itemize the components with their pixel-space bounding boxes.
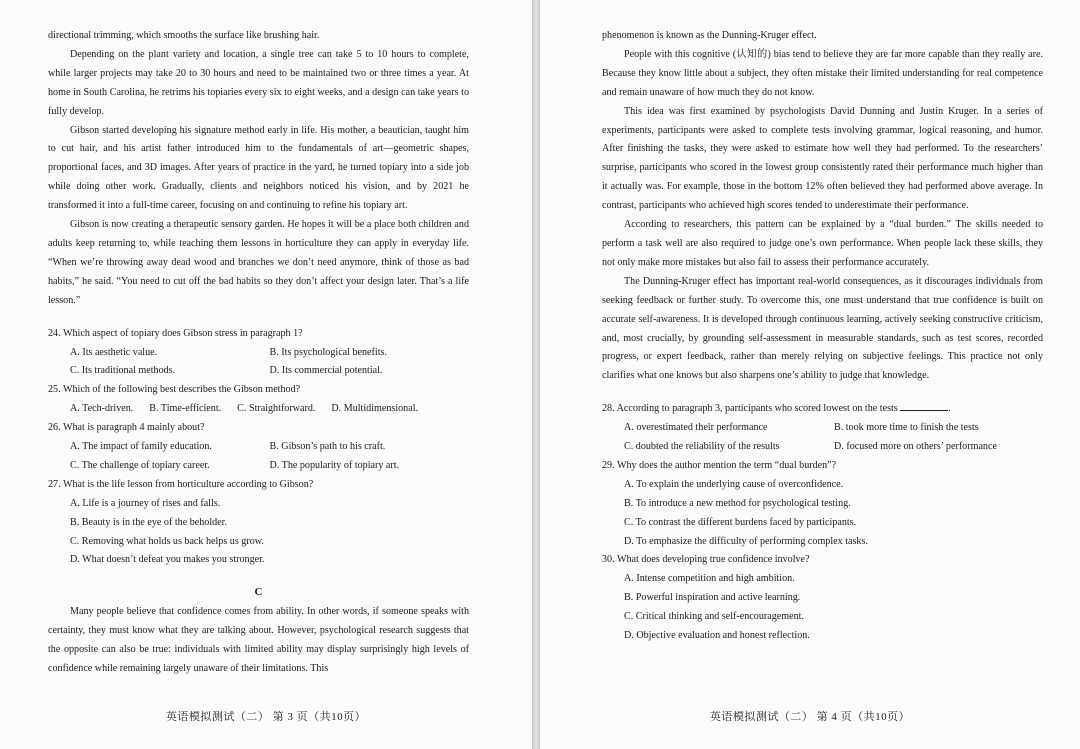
- passage-paragraph: phenomenon is known as the Dunning-Kruger effect.: [602, 30, 817, 41]
- question-28: 28. According to paragraph 3, participants who scored lowest on the tests .: [602, 403, 951, 415]
- right-column: [602, 27, 1043, 646]
- answer-blank[interactable]: [900, 401, 948, 411]
- option-d[interactable]: D. Multidimensional.: [331, 403, 419, 415]
- passage-paragraph: People with this cognitive (认知的) bias tend to believe they are far more capable than they really are. Because they know little about a subject, they often mistake their limited understanding for real competence and remain unaware of how much they do not know.: [602, 48, 1043, 98]
- question-28-stem: 28. According to paragraph 3, participants who scored lowest on the tests: [602, 403, 898, 415]
- options-24: [70, 344, 469, 363]
- passage-paragraph: Gibson is now creating a therapeutic sensory garden. He hopes it will be a place both children and adults keep returning to, while teaching them lessons in horticulture they can apply in everyday life. “When we’re throwing away dead wood and branches we don’t need anymore, think of those as bad habits,” he said. “You need to cut off the bad habits so they don’t affect your design later. That’s a life lesson.”: [48, 219, 469, 306]
- options-28: [624, 438, 1043, 457]
- passage-paragraph: Gibson started developing his signature method early in life. His mother, a beautician, taught him to cut hair, and his artist father introduced him to the fundamentals of art—geometric shapes, proportional faces, and 3D images. After years of practice in the yard, he turned topiary into a side job while doing other work. Gradually, clients and neighbors noticed his vision, and by 2021 he transformed it into a full-time career, focusing on and continuing to refine his topiary art.: [48, 124, 469, 212]
- exam-page-4: [540, 0, 1080, 749]
- option-c[interactable]: C. Its traditional methods.: [70, 365, 176, 377]
- question-26: 26. What is paragraph 4 mainly about?: [48, 422, 205, 434]
- options-26: [70, 457, 469, 476]
- option-a[interactable]: A. To explain the underlying cause of overconfidence.: [624, 478, 844, 490]
- option-b[interactable]: B. took more time to finish the tests: [834, 422, 979, 434]
- option-c[interactable]: C. doubted the reliability of the results: [624, 441, 780, 453]
- question-25: 25. Which of the following best describes the Gibson method?: [48, 384, 301, 396]
- question-27: 27. What is the life lesson from horticulture according to Gibson?: [48, 478, 314, 490]
- options-26: [70, 438, 469, 457]
- options-24: [70, 362, 469, 381]
- option-d[interactable]: D. What doesn’t defeat you makes you stronger.: [70, 554, 265, 566]
- options-25: [70, 400, 469, 419]
- option-a[interactable]: A. Tech-driven.: [70, 403, 134, 415]
- option-b[interactable]: B. Gibson’s path to his craft.: [269, 441, 386, 453]
- passage-paragraph: The Dunning-Kruger effect has important real-world consequences, as it discourages individuals from seeking feedback or further study. To overcome this, one must understand that true confidence is built on accurate self-awareness. It is developed through continuous learning, actively seeking constructive criticism, and, most crucially, by grounding self-assessment in measurable standards, such as test scores, recorded progress, or expert feedback, rather than merely relying on subjective feelings. This practice not only clarifies what one knows but also sharpens one’s ability to judge that knowledge.: [602, 275, 1043, 382]
- option-d[interactable]: D. Objective evaluation and honest reflection.: [624, 630, 810, 642]
- page-footer: 英语模拟测试（二） 第 4 页（共10页）: [709, 711, 911, 723]
- option-b[interactable]: B. Beauty is in the eye of the beholder.: [70, 516, 227, 528]
- option-a[interactable]: A. Intense competition and high ambition.: [624, 573, 795, 585]
- question-24: 24. Which aspect of topiary does Gibson stress in paragraph 1?: [48, 327, 303, 339]
- option-c[interactable]: C. Removing what holds us back helps us grow.: [70, 535, 264, 547]
- option-a[interactable]: A. The impact of family education.: [70, 441, 212, 453]
- option-b[interactable]: B. To introduce a new method for psychological testing.: [624, 497, 851, 509]
- option-d[interactable]: D. To emphasize the difficulty of performing complex tasks.: [624, 535, 868, 547]
- option-c[interactable]: C. To contrast the different burdens faced by participants.: [624, 516, 857, 528]
- options-28: [624, 419, 1043, 438]
- option-d[interactable]: D. Its commercial potential.: [269, 365, 383, 377]
- option-c[interactable]: C. Straightforward.: [237, 403, 316, 415]
- section-title: C: [254, 586, 263, 599]
- option-c[interactable]: C. The challenge of topiary career.: [70, 459, 210, 471]
- question-30: 30. What does developing true confidence involve?: [602, 554, 810, 566]
- question-29: 29. Why does the author mention the term “dual burden”?: [602, 459, 837, 471]
- option-a[interactable]: A. Life is a journey of rises and falls.: [70, 497, 221, 509]
- option-b[interactable]: B. Its psychological benefits.: [269, 346, 387, 358]
- option-d[interactable]: D. focused more on others’ performance: [834, 441, 997, 453]
- option-d[interactable]: D. The popularity of topiary art.: [269, 459, 400, 471]
- passage-paragraph: directional trimming, which smooths the surface like brushing hair.: [48, 30, 320, 41]
- option-a[interactable]: A. Its aesthetic value.: [70, 346, 158, 358]
- passage-paragraph: This idea was first examined by psychologists David Dunning and Justin Kruger. In a series of experiments, participants were asked to complete tests involving grammar, logical reasoning, and humor. After finishing the tasks, they were asked to estimate how well they had performed. To the researchers’ surprise, participants who scored in the lowest group consistently rated their performance much higher than it actually was. For example, those in the bottom 12% often believed they had performed above average. In contrast, participants who achieved high scores tended to underestimate their performance.: [602, 105, 1043, 212]
- page-gutter: [532, 0, 540, 749]
- page-footer: 英语模拟测试（二） 第 3 页（共10页）: [165, 711, 367, 723]
- option-a[interactable]: A. overestimated their performance: [624, 422, 768, 434]
- passage-paragraph: Depending on the plant variety and location, a single tree can take 5 to 10 hours to complete, while larger projects may take 20 to 30 hours and need to be maintained two or three times a year. At home in South Carolina, he retrims his topiaries every six to eight weeks, and a design can take years to fully develop.: [48, 48, 469, 117]
- passage-paragraph: Many people believe that confidence comes from ability. In other words, if someone speaks with certainty, they must know what they are talking about. However, psychological research suggests that the opposite can also be true: individuals with limited ability may display surprisingly high levels of confidence while remaining largely unaware of their limitations. This: [48, 606, 469, 675]
- option-b[interactable]: B. Time-efficient.: [149, 403, 222, 415]
- passage-paragraph: According to researchers, this pattern can be explained by a “dual burden.” The skills needed to perform a task well are also required to judge one’s own performance. When people lack these skills, they not only make more mistakes but also fail to assess their performance accurately.: [602, 219, 1043, 268]
- option-c[interactable]: C. Critical thinking and self-encouragement.: [624, 611, 804, 623]
- option-b[interactable]: B. Powerful inspiration and active learning.: [624, 592, 801, 604]
- left-column: [48, 27, 469, 679]
- exam-page-3: [0, 0, 532, 749]
